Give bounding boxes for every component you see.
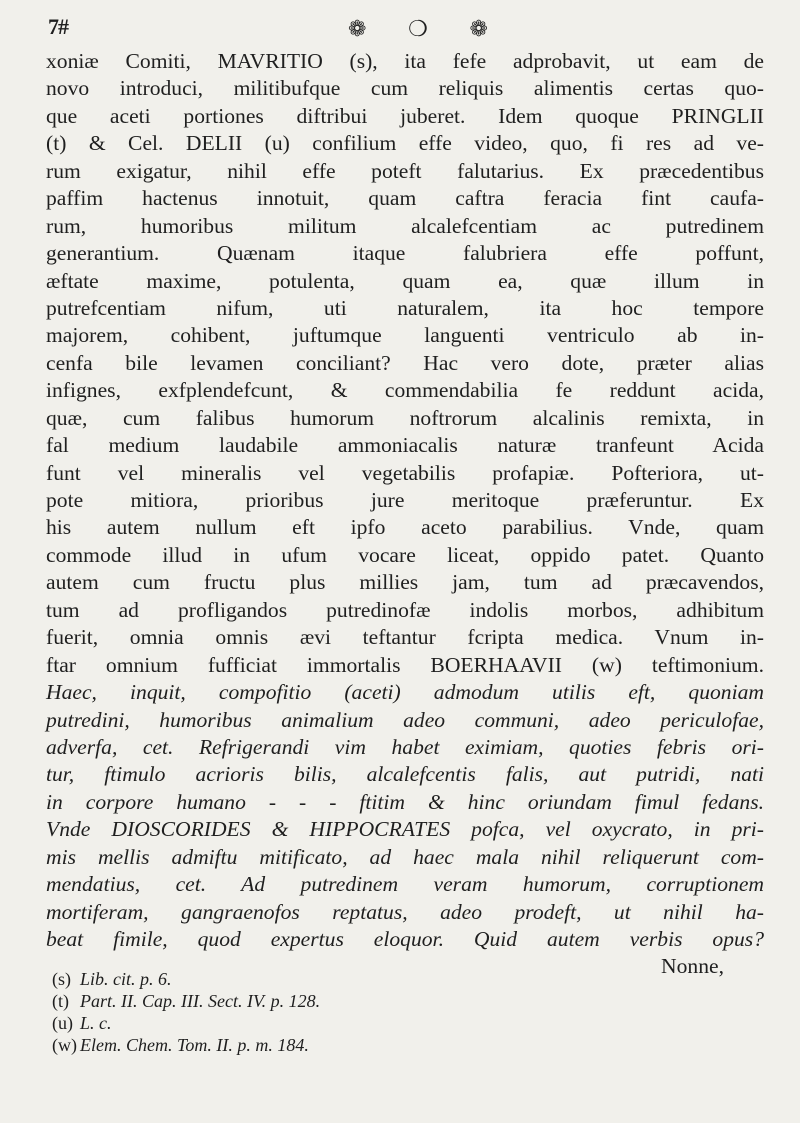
- text-line: pote mitiora, prioribus jure meritoque præferuntur. Ex: [46, 488, 764, 512]
- footnote: [52, 1012, 652, 1034]
- header-ornament: [348, 16, 488, 42]
- text-line: adverfa, cet. Refrigerandi vim habet eximiam, quoties febris ori-: [46, 734, 764, 759]
- text-line: funt vel mineralis vel vegetabilis profapiæ. Pofteriora, ut-: [46, 460, 764, 485]
- text-line: novo introduci, militibufque cum reliquis alimentis certas quo-: [46, 76, 764, 101]
- text-line: commode illud in ufum vocare liceat, oppido patet. Quanto: [46, 542, 764, 567]
- text-line: Nonne,: [661, 954, 724, 979]
- text-line: fal medium laudabile ammoniacalis naturæ tranfeunt Acida: [46, 433, 764, 458]
- text-line: ftar omnium fufficiat immortalis BOERHAAVII (w) teftimonium.: [46, 652, 764, 677]
- circle-ornament-icon: ❍: [408, 16, 428, 41]
- text-line: majorem, cohibent, juftumque languenti ventriculo ab in-: [46, 323, 764, 348]
- text-line: Vnde DIOSCORIDES & HIPPOCRATES pofca, vel oxycrato, in pri-: [46, 817, 764, 842]
- text-line: rum exigatur, nihil effe poteft falutarius. Ex præcedentibus: [46, 158, 764, 183]
- page-header: [48, 14, 760, 44]
- text-line: Haec, inquit, compofitio (aceti) admodum utilis eft, quoniam: [46, 680, 764, 705]
- footnote-text: L. c.: [80, 1013, 112, 1033]
- footnote-mark: (t): [52, 991, 69, 1011]
- text-line: beat fimile, quod expertus eloquor. Quid autem verbis opus?: [46, 927, 764, 951]
- text-line: (t) & Cel. DELII (u) confilium effe video, quo, fi res ad ve-: [46, 131, 764, 156]
- footnote-mark: (s): [52, 969, 71, 989]
- footnote-text: Part. II. Cap. III. Sect. IV. p. 128.: [80, 991, 321, 1011]
- text-line: paffim hactenus innotuit, quam caftra feracia fint caufa-: [46, 186, 764, 211]
- text-line: æftate maxime, potulenta, quam ea, quæ illum in: [46, 268, 764, 293]
- page-number: 7#: [48, 14, 68, 39]
- text-line: putredini, humoribus animalium adeo communi, adeo periculofae,: [46, 707, 764, 732]
- footnote-mark: (u): [52, 1013, 73, 1033]
- text-line: mortiferam, gangraenofos reptatus, adeo prodeft, ut nihil ha-: [46, 899, 764, 924]
- text-line: xoniæ Comiti, MAVRITIO (s), ita fefe adprobavit, ut eam de: [46, 49, 764, 73]
- text-line: mendatius, cet. Ad putredinem veram humorum, corruptionem: [46, 872, 764, 897]
- text-line: fuerit, omnia omnis ævi teftantur fcripta medica. Vnum in-: [46, 625, 764, 650]
- text-line: autem cum fructu plus millies jam, tum ad præcavendos,: [46, 570, 764, 595]
- text-line: in corpore humano - - - ftitim & hinc oriundam fimul fedans.: [46, 789, 764, 814]
- text-line: rum, humoribus militum alcalefcentiam ac putredinem: [46, 213, 764, 238]
- footnote: [52, 990, 652, 1012]
- text-line: generantium. Quænam itaque falubriera effe poffunt,: [46, 241, 764, 266]
- flower-ornament-icon: ❁: [469, 16, 488, 41]
- flower-ornament-icon: ❁: [348, 16, 367, 41]
- text-line: tum ad profligandos putredinofæ indolis morbos, adhibitum: [46, 597, 764, 622]
- body-text: [46, 48, 764, 981]
- footnote: [52, 1034, 652, 1056]
- footnotes: [52, 968, 652, 1056]
- text-line: tur, ftimulo acrioris bilis, alcalefcentis falis, aut putridi, nati: [46, 762, 764, 787]
- text-line: his autem nullum eft ipfo aceto parabilius. Vnde, quam: [46, 515, 764, 540]
- text-line: cenfa bile levamen conciliant? Hac vero dote, præter alias: [46, 350, 764, 375]
- text-line: quæ, cum falibus humorum noftrorum alcalinis remixta, in: [46, 405, 764, 430]
- footnote: [52, 968, 652, 990]
- text-line: infignes, exfplendefcunt, & commendabilia fe reddunt acida,: [46, 378, 764, 403]
- text-line: mis mellis admiftu mitificato, ad haec mala nihil reliquerunt com-: [46, 844, 764, 869]
- footnote-text: Elem. Chem. Tom. II. p. m. 184.: [80, 1035, 309, 1055]
- text-line: putrefcentiam nifum, uti naturalem, ita hoc tempore: [46, 295, 764, 320]
- footnote-mark: (w): [52, 1035, 77, 1055]
- footnote-text: Lib. cit. p. 6.: [80, 969, 172, 989]
- text-line: que aceti portiones diftribui juberet. Idem quoque PRINGLII: [46, 103, 764, 128]
